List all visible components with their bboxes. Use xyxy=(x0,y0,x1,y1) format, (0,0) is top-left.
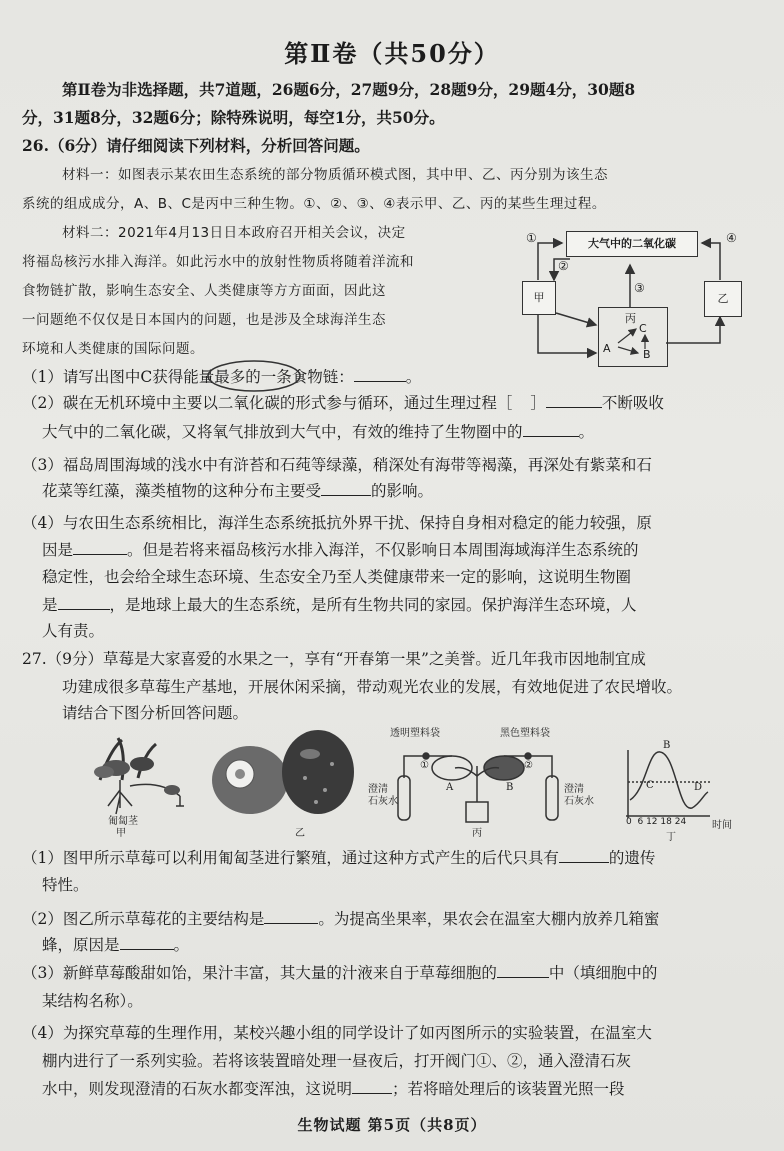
q27-sub4-line2: 棚内进行了一系列实验。若将该装置暗处理一昼夜后，打开阀门①、②，通入澄清石灰 xyxy=(42,1052,632,1070)
q27-sub2-line2 xyxy=(42,930,189,960)
q26-sub2-text-a: （2）碳在无机环境中主要以二氧化碳的形式参与循环，通过生理过程［ xyxy=(22,394,513,412)
intro-line-2: 分，31题8分，32题6分；除特殊说明，每空1分，共50分。 xyxy=(22,108,445,127)
q27-figures xyxy=(80,720,740,843)
q26-sub4-line5: 人有责。 xyxy=(42,622,105,640)
q26-sub4-line3: 稳定性，也会给全球生态环境、生态安全乃至人类健康带来一定的影响，这说明生物圈 xyxy=(42,568,632,586)
q27-sub4-line3 xyxy=(42,1074,625,1104)
q27-sub1-line2: 特性。 xyxy=(42,876,89,894)
decomposer-yi-box: 乙 xyxy=(704,281,742,317)
q26-sub2-line2: 大气中的二氧化碳，又将氧气排放到大气中，有效的维持了生物圈中的 。 xyxy=(42,417,594,447)
limewater-left-line2: 石灰水 xyxy=(368,796,398,807)
q26-material1-line2: 系统的组成成分，A、B、C是丙中三种生物。①、②、③、④表示甲、乙、丙的某些生理过程。 xyxy=(22,196,606,212)
q26-sub1-blank[interactable] xyxy=(354,363,406,382)
q26-sub4-line2 xyxy=(42,535,639,565)
limewater-left-label xyxy=(368,784,398,808)
q26-sub2-line1 xyxy=(22,388,664,418)
process-3: ③ xyxy=(634,281,645,295)
tick-18: 18 xyxy=(660,817,672,827)
q26-sub4-text-b: 因是 xyxy=(42,541,74,559)
limewater-left-line1: 澄清 xyxy=(368,784,388,795)
q27-sub2-text-b: 。为提高坐果率，果农会在温室大棚内放养几箱蜜 xyxy=(318,910,660,928)
organism-b: B xyxy=(643,348,651,361)
page-footer: 生物试题 第5页（共8页） xyxy=(297,1116,487,1134)
q26-material2-line2: 将福岛核污水排入海洋。如此污水中的放射性物质将随着洋流和 xyxy=(22,254,414,270)
q27-sub3-line2: 某结构名称）。 xyxy=(42,992,143,1010)
organism-a: A xyxy=(603,342,611,355)
tick-0: 0 xyxy=(626,817,632,827)
black-bag-label: 黑色塑料袋 xyxy=(500,728,550,739)
leaf-a-label: A xyxy=(446,782,454,793)
atmosphere-co2-box: 大气中的二氧化碳 xyxy=(566,231,698,257)
q26-sub2-blank1[interactable] xyxy=(546,389,602,408)
process-1: ① xyxy=(526,231,537,245)
q26-sub4-text-f: ，是地球上最大的生态系统，是所有生物共同的家园。保护海洋生态环境，人 xyxy=(109,596,637,614)
q27-sub2-text-d: 。 xyxy=(173,936,190,954)
valve-1: ① xyxy=(420,760,429,771)
q26-material2-line3: 食物链扩散，影响生态安全、人类健康等方方面面，因此这 xyxy=(22,283,386,299)
q27-sub1-line1 xyxy=(22,843,655,873)
q27-sub4-text-d: ；若将暗处理后的该装置光照一段 xyxy=(392,1080,625,1098)
fig-jia-label: 甲 xyxy=(116,828,126,839)
q26-sub4-text-c: 。但是若将来福岛核污水排入海洋，不仅影响日本周围海域海洋生态系统的 xyxy=(127,541,639,559)
q26-sub3-line2 xyxy=(42,476,433,506)
organism-c: C xyxy=(639,322,647,335)
q26-sub2-text-b: ］ xyxy=(530,394,546,412)
intro-line-1: 第Ⅱ卷为非选择题，共7道题，26题6分，27题9分，28题9分，29题4分，30题8 xyxy=(62,80,636,99)
limewater-right-label xyxy=(564,784,594,808)
q27-sub2-blank2[interactable] xyxy=(120,931,174,950)
q26-sub2-text-c: 不断吸收 xyxy=(601,394,664,412)
q27-sub3-line1 xyxy=(22,958,657,988)
q27-heading-line3: 请结合下图分析回答问题。 xyxy=(62,704,249,722)
consumer-bing-box xyxy=(598,307,668,367)
q27-sub3-text-b: 中（填细胞中的 xyxy=(548,964,658,982)
q27-sub1-text-b: 的遗传 xyxy=(608,849,656,867)
strawberry-flower-fruit-figure xyxy=(212,730,354,814)
q26-material2-line4: 一问题绝不仅仅是日本国内的问题，也是涉及全球海洋生态 xyxy=(22,312,386,328)
q27-sub3-blank[interactable] xyxy=(497,959,549,978)
q26-sub4-blank1[interactable] xyxy=(73,536,127,555)
q26-sub4-text-e: 是 xyxy=(42,596,58,614)
valve-2: ② xyxy=(524,760,533,771)
q26-sub1: （1）请写出图中C获得能量最多的一条食物链： 。 xyxy=(22,362,421,392)
leaf-b-label: B xyxy=(506,782,514,793)
time-axis-ticks xyxy=(626,817,686,827)
q27-sub4-line1: （4）为探究草莓的生理作用，某校兴趣小组的同学设计了如丙图所示的实验装置，在温室大 xyxy=(22,1024,652,1042)
clear-bag-label: 透明塑料袋 xyxy=(390,728,440,739)
q26-sub4-blank2[interactable] xyxy=(58,591,110,610)
curve-point-b: B xyxy=(663,740,671,751)
q26-heading: 26.（6分）请仔细阅读下列材料，分析回答问题。 xyxy=(22,136,370,155)
curve-point-d: D xyxy=(694,782,703,793)
fig-yi-label: 乙 xyxy=(295,828,305,839)
process-4: ④ xyxy=(726,231,737,245)
q27-heading-line1: 27.（9分）草莓是大家喜爱的水果之一，享有“开春第一果”之美誉。近几年我市因地制宜成 xyxy=(22,650,646,668)
q26-sub3-line1: （3）福岛周围海域的浅水中有浒苔和石莼等绿藻，稍深处有海带等褐藻，再深处有紫菜和石 xyxy=(22,456,652,474)
fig-bing-label: 丙 xyxy=(472,828,482,839)
q26-sub3-text-b: 花菜等红藻，藻类植物的这种分布主要受 xyxy=(42,482,322,500)
fig-ding-label: 丁 xyxy=(666,832,676,843)
q27-heading-line2: 功建成很多草莓生产基地，开展休闲采摘，带动观光农业的发展，有效地促进了农民增收。 xyxy=(62,678,683,696)
limewater-right-line2: 石灰水 xyxy=(564,796,594,807)
q26-sub4-line1: （4）与农田生态系统相比，海洋生态系统抵抗外界干扰、保持自身相对稳定的能力较强，原 xyxy=(22,514,652,532)
tick-12: 12 xyxy=(646,817,658,827)
strawberry-plant-figure xyxy=(94,738,184,814)
q27-sub1-blank[interactable] xyxy=(559,844,609,863)
q26-sub4-line4 xyxy=(42,590,637,620)
curve-point-c: C xyxy=(646,780,654,791)
q26-sub3-text-c: 的影响。 xyxy=(371,482,434,500)
axis-time-label: 时间 xyxy=(712,820,732,831)
q26-sub2-text-d: 大气中的二氧化碳，又将氧气排放到大气中，有效的维持了生物圈中的 xyxy=(42,423,523,441)
q27-sub2-text-c: 蜂，原因是 xyxy=(42,936,120,954)
producer-jia-box: 甲 xyxy=(522,281,556,315)
stolon-label: 匍匐茎 xyxy=(108,816,138,827)
q26-sub2-blank2[interactable] xyxy=(523,418,579,437)
q27-sub4-text-c: 水中，则发现澄清的石灰水都变浑浊，这说明 xyxy=(42,1080,353,1098)
limewater-right-line1: 澄清 xyxy=(564,784,584,795)
section-title: 第Ⅱ卷（共50分） xyxy=(284,39,500,68)
q26-sub3-blank[interactable] xyxy=(321,477,371,496)
tick-24: 24 xyxy=(674,817,687,827)
q27-sub4-blank[interactable] xyxy=(352,1075,392,1094)
q27-sub1-text-a: （1）图甲所示草莓可以利用匍匐茎进行繁殖，通过这种方式产生的后代只具有 xyxy=(22,849,559,867)
q26-material2-line5: 环境和人类健康的国际问题。 xyxy=(22,341,204,357)
bing-label: 丙 xyxy=(625,312,636,325)
q27-sub2-text-a: （2）图乙所示草莓花的主要结构是 xyxy=(22,910,265,928)
q26-material2-line1: 材料二：2021年4月13日日本政府召开相关会议，决定 xyxy=(62,225,406,241)
process-2: ② xyxy=(558,259,569,273)
tick-6: 6 xyxy=(637,817,644,827)
q27-sub2-blank1[interactable] xyxy=(264,905,318,924)
q26-sub1-text: （1）请写出图中C获得能量最多的一条食物链： xyxy=(22,368,354,386)
q27-sub3-text-a: （3）新鲜草莓酸甜如饴，果汁丰富，其大量的汁液来自于草莓细胞的 xyxy=(22,964,497,982)
q26-material1-line1: 材料一：如图表示某农田生态系统的部分物质循环模式图，其中甲、乙、丙分别为该生态 xyxy=(62,167,608,183)
carbon-cycle-diagram xyxy=(520,225,765,370)
q26-sub2-bracket-blank[interactable] xyxy=(512,390,530,408)
